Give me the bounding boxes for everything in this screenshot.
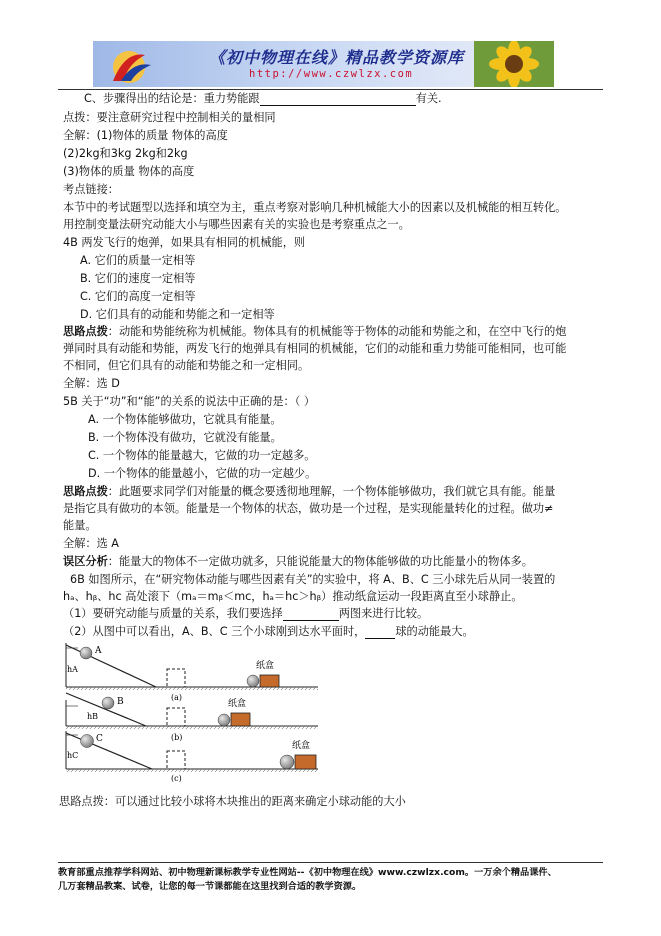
paragraph-line: 用控制变量法研究动能大小与哪些因素有关的实验也是考察重点之一。: [63, 218, 410, 231]
ball-b: [102, 697, 114, 709]
panel-b: [66, 693, 318, 742]
answer-blank[interactable]: [260, 94, 416, 106]
option-b: B. 它们的速度一定相等: [80, 272, 196, 285]
ball-label: A: [95, 646, 102, 656]
answer-blank[interactable]: [283, 609, 339, 621]
box-label: 纸盒: [256, 661, 275, 671]
section-heading: 考点链接：: [63, 183, 119, 196]
thinking-tip: 思路点拨：动能和势能统称为机械能。物体具有的机械能等于物体的动能和势能之和，在空中飞行的炮: [63, 325, 567, 338]
panel-c: [66, 731, 318, 782]
step-c-conclusion: C、步骤得出的结论是：重力势能跟 有关.: [84, 92, 442, 105]
paper-box: [295, 755, 316, 769]
question-6-part-1: （1）要研究动能与质量的关系，我们要选择 两图来进行比较。: [63, 607, 429, 620]
ball-a: [80, 647, 92, 659]
answer-line-3: (3)物体的质量 物体的高度: [63, 165, 195, 178]
option-a: A. 一个物体能够做功，它就具有能量。: [88, 413, 282, 426]
option-d: D. 它们具有的动能和势能之和一定相等: [80, 308, 275, 321]
paragraph-line: 不相同，但它们具有的动能和势能之和一定相同。: [63, 359, 310, 372]
option-d: D. 一个物体的能量越小，它做的功一定越少。: [88, 467, 317, 480]
question-5: 5B 关于“功”和“能”的关系的说法中正确的是：（ ）: [63, 395, 316, 408]
ball-label: C: [96, 734, 103, 744]
option-c: C. 它们的高度一定相等: [80, 290, 196, 303]
panel-label: (c): [171, 774, 182, 782]
panel-label: (b): [171, 733, 183, 742]
answer-line: 全解：选 D: [63, 377, 120, 390]
misconception: 误区分析：能量大的物体不一定做功就多，只能说能量大的物体能够做的功比能量小的物体多。: [63, 555, 533, 568]
panel-a: [66, 643, 318, 702]
height-label: hB: [87, 712, 99, 721]
paragraph-line: 是指它具有做功的本领。能量是一个物体的状态，做功是一个过程，是实现能量转化的过程。做功≠: [63, 502, 554, 515]
footer-line-2: 几万套精品教案、试卷，让您的每一节课都能在这里找到合适的教学资源。: [58, 881, 362, 892]
footer-line-1: 教育部重点推荐学科网站、初中物理新课标教学专业性网站--《初中物理在线》www.czwlzx.com。一万余个精品课件、: [58, 867, 557, 878]
answer-line-2: (2)2kg和3kg 2kg和2kg: [63, 147, 188, 160]
ball-label: B: [117, 697, 124, 707]
paper-box: [231, 713, 250, 726]
option-a: A. 它们的质量一定相等: [80, 254, 196, 267]
height-label: hA: [67, 665, 78, 674]
dashed-box: [167, 669, 185, 687]
paper-box: [260, 675, 279, 687]
thinking-tip: 思路点拨：可以通过比较小球将木块推出的距离来确定小球动能的大小: [59, 795, 406, 808]
ball: [247, 675, 259, 687]
experiment-figure: [56, 643, 323, 782]
option-c: C. 一个物体的能量越大，它做的功一定越多。: [88, 449, 316, 462]
question-6-part-2: （2）从图中可以看出，A、B、C 三个小球刚到达水平面时， 球的动能最大。: [63, 625, 474, 638]
header-banner: [93, 41, 554, 87]
ball-c: [81, 735, 94, 748]
question-6-conditions: hₐ、hᵦ、hᴄ 高处滚下（mₐ＝mᵦ＜mᴄ，hₐ＝hᴄ＞hᵦ）推动纸盒运动一段距离直至小球静止。: [63, 590, 523, 603]
paragraph-line: 本节中的考试题型以选择和填空为主，重点考察对影响几种机械能大小的因素以及机械能的相互转化。: [63, 201, 567, 214]
dashed-box: [167, 751, 185, 769]
dashed-box: [167, 708, 185, 726]
box-label: 纸盒: [228, 699, 247, 709]
height-label: hC: [67, 751, 79, 760]
ball: [280, 755, 294, 769]
header-rule: [58, 89, 603, 90]
paragraph-line: 弹同时具有动能和势能，两发飞行的炮弹具有相同的机械能，它们的动能和重力势能可能相同，也可能: [63, 342, 567, 355]
site-logo-icon: [99, 45, 159, 85]
ball: [218, 714, 230, 726]
box-label: 纸盒: [292, 741, 311, 751]
answer-blank[interactable]: [365, 627, 395, 639]
question-6: 6B 如图所示，在“研究物体动能与哪些因素有关”的实验中，将 A、B、C 三小球先后从同一装置的: [70, 573, 556, 586]
option-b: B. 一个物体没有做功，它就没有能量。: [88, 431, 282, 444]
banner-url[interactable]: http://www.czwlzx.com: [249, 68, 414, 80]
banner-title: 《初中物理在线》精品教学资源库: [209, 48, 465, 67]
paragraph-line: 能量。: [63, 519, 97, 532]
tip-line: 点拨：要注意研究过程中控制相关的量相同: [63, 111, 276, 124]
footer-rule: [58, 862, 603, 863]
question-4: 4B 两发飞行的炮弹，如果具有相同的机械能，则: [63, 236, 306, 249]
answer-line-1: 全解：(1)物体的质量 物体的高度: [63, 129, 228, 142]
panel-label: (a): [171, 693, 183, 702]
sunflower-icon: [474, 41, 554, 87]
answer-line: 全解：选 A: [63, 537, 119, 550]
thinking-tip: 思路点拨：此题要求同学们对能量的概念要透彻地理解，一个物体能够做功，我们就它具有能。能量: [63, 485, 556, 498]
